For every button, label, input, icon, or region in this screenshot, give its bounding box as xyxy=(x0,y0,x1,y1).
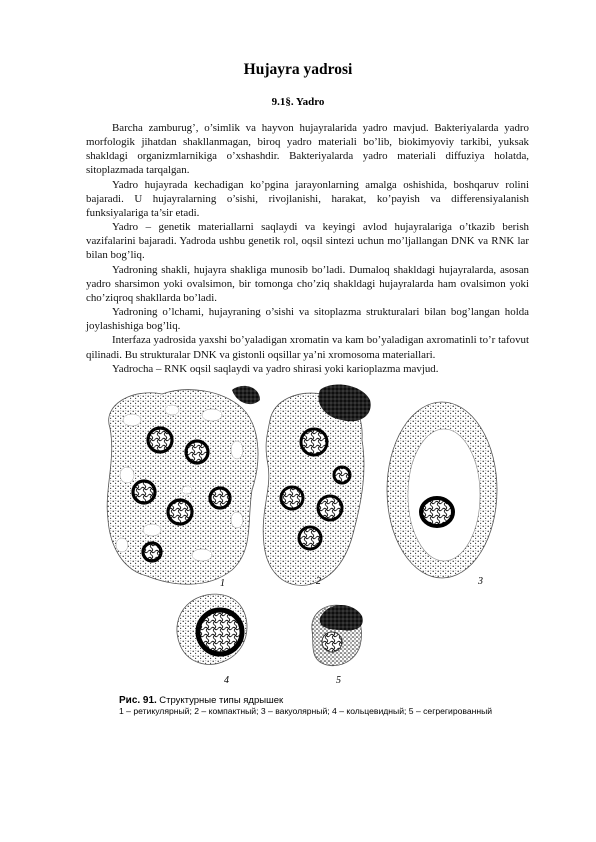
caption-text: 1 – ретикулярный; 2 – компактный; 3 – вакуолярный; 4 – кольцевидный; 5 – сегрегированный xyxy=(119,706,493,716)
paragraph: Yadroning o’lchami, hujayraning o’sishi va sitoplazma strukturalari bilan bog’langan holda joylashishiga bog’liq. xyxy=(86,306,529,333)
nucleolus-illustration xyxy=(92,380,512,690)
paragraph: Interfaza yadrosida yaxshi bo’yaladigan xromatin va kam bo’yaladigan axromatinli to’r tafovut qilinadi. Bu strukturalar DNK va gistonli oqsillar ya’ni xromosoma materiallari. xyxy=(86,334,529,361)
nucleolus-figure xyxy=(92,380,512,690)
nucleolus-type-3 xyxy=(387,402,497,578)
paragraph: Yadrocha – RNK oqsil saqlaydi va yadro shirasi yoki karioplazma mavjud. xyxy=(112,362,439,375)
paragraph: Barcha zamburug’, o’simlik va hayvon hujayralarida yadro mavjud. Bakteriyalarda yadro morfologik jihatdan shakllanmagan, biroq yadro materiali bo’lib, biokimyoviy tarkibi, yuksak shakldagi organizmlarnikiga o’xshashdir. Bakteriyalarda yadro materiali diffuziya holatda, sitoplazmada tarqalgan. xyxy=(86,122,529,177)
figure-label-4: 4 xyxy=(224,675,229,686)
section-heading: 9.1§. Yadro xyxy=(271,96,325,108)
nucleolus-type-1 xyxy=(107,386,260,584)
figure-caption xyxy=(119,695,514,717)
nucleolus-type-4 xyxy=(177,594,247,664)
figure-label-2: 2 xyxy=(316,576,321,587)
figure-label-5: 5 xyxy=(336,675,341,686)
paragraph: Yadro hujayrada kechadigan ko’pgina jarayonlarning amalga oshishida, boshqaruv rolini bajaradi. U hujayralarning o’sishi, rivojlanishi, harakat, ko’payish va differensiyalanish funksiyalariga ta’sir etadi. xyxy=(86,178,529,219)
nucleolus-type-5 xyxy=(312,605,363,666)
nucleolus-type-2 xyxy=(263,385,371,586)
paragraph: Yadro – genetik materiallarni saqlaydi va keyingi avlod hujayralariga o’tkazib berish vazifalarini bajaradi. Yadroda ushbu genetik rol, oqsil sintezi uchun mo’ljallangan DNK va RNK lar bilan bog’liq. xyxy=(86,221,529,262)
figure-label-1: 1 xyxy=(220,578,225,589)
caption-label: Рис. 91. xyxy=(119,695,157,706)
figure-label-3: 3 xyxy=(478,576,483,587)
paragraph: Yadroning shakli, hujayra shakliga munosib bo’ladi. Dumaloq shakldagi hujayralarda, asosan yadro sharsimon yoki ovalsimon, bir tomonga cho’ziq shakldagi hujayralarda ham ovalsimon yoki cho’ziqroq shakllarda bo’ladi. xyxy=(86,263,529,304)
page-title: Hujayra yadrosi xyxy=(243,61,353,78)
body-text xyxy=(86,121,529,376)
caption-title: Структурные типы ядрышек xyxy=(159,695,284,706)
